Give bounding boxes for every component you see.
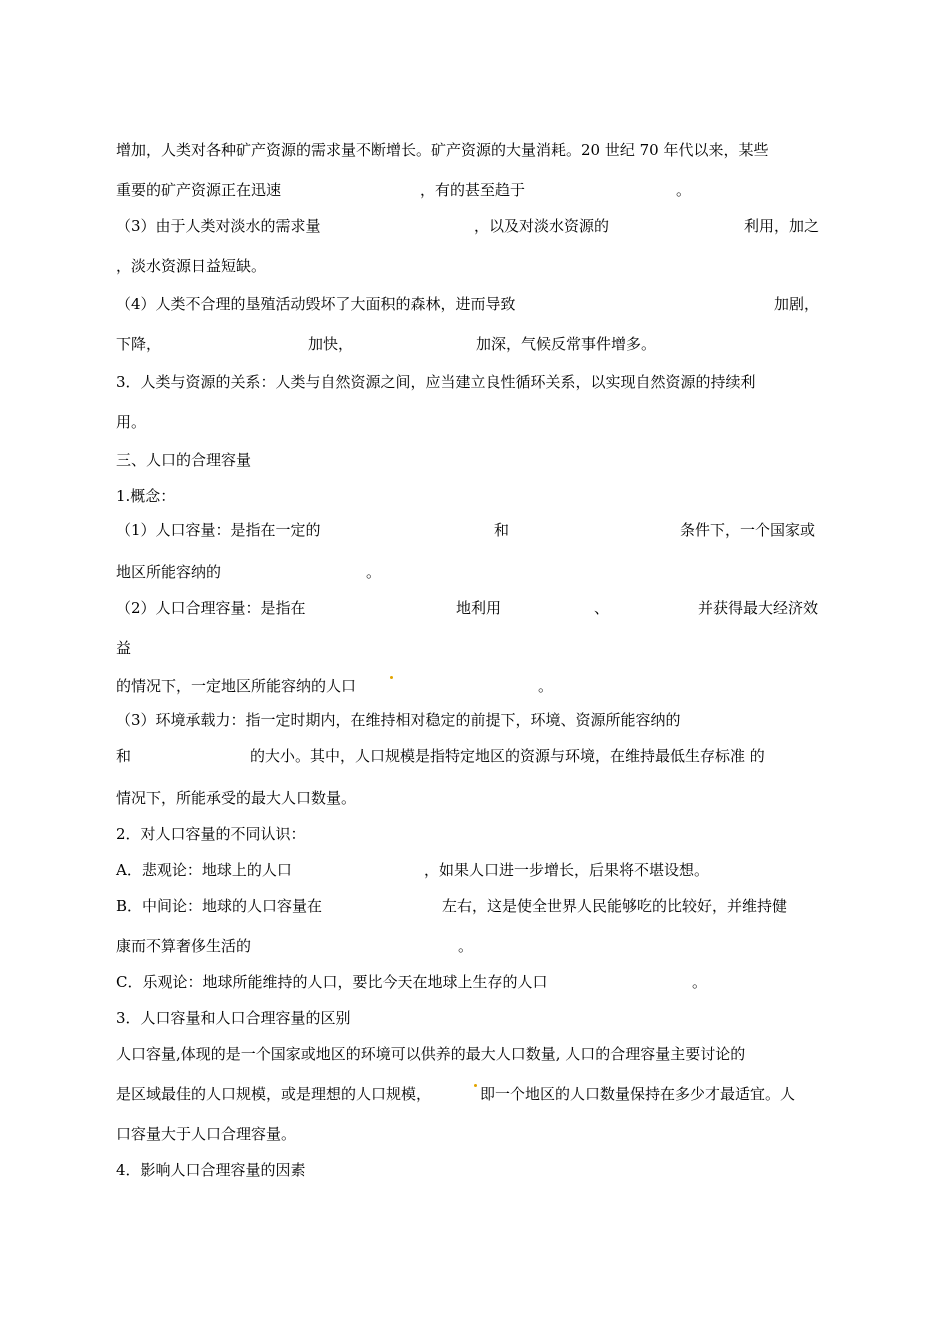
text-segment: 人口容量,体现的是一个国家或地区的环境可以供养的最大人口数量, 人口的合理容量主要讨论的 xyxy=(116,1045,746,1063)
text-segment: （3）由于人类对淡水的需求量 xyxy=(116,217,321,235)
text-segment: C．乐观论：地球所能维持的人口，要比今天在地球上生存的人口 xyxy=(116,973,548,991)
text-segment: ，如果人口进一步增长，后果将不堪设想。 xyxy=(424,861,710,879)
yellow-dot-mark xyxy=(390,676,393,679)
text-segment: 口容量大于人口合理容量。 xyxy=(116,1125,297,1143)
text-segment: 加剧， xyxy=(774,295,820,313)
yellow-dot-mark xyxy=(474,1084,477,1087)
text-segment: 用。 xyxy=(116,413,147,431)
text-segment: 。 xyxy=(692,973,708,991)
text-segment: 下降， xyxy=(116,335,162,353)
text-segment: （3）环境承载力：指一定时期内，在维持相对稳定的前提下，环境、资源所能容纳的 xyxy=(116,711,681,729)
text-segment: 3．人口容量和人口合理容量的区别 xyxy=(116,1009,351,1027)
text-segment: 加快， xyxy=(308,335,354,353)
text-segment: 、 xyxy=(594,599,610,617)
text-segment: 3．人类与资源的关系：人类与自然资源之间，应当建立良性循环关系，以实现自然资源的持续利 xyxy=(116,373,756,391)
text-segment: 康而不算奢侈生活的 xyxy=(116,937,252,955)
text-segment: 并获得最大经济效 xyxy=(698,599,819,617)
text-segment: 即一个地区的人口数量保持在多少才最适宜。人 xyxy=(480,1085,796,1103)
text-segment: 增加，人类对各种矿产资源的需求量不断增长。矿产资源的大量消耗。20 世纪 70 年代以来，某些 xyxy=(116,141,769,159)
text-segment: 地区所能容纳的 xyxy=(116,563,222,581)
text-segment: 4．影响人口合理容量的因素 xyxy=(116,1161,306,1179)
text-segment: 利用，加之 xyxy=(744,217,820,235)
text-segment: 是区域最佳的人口规模，或是理想的人口规模， xyxy=(116,1085,432,1103)
text-segment: （4）人类不合理的垦殖活动毁坏了大面积的森林，进而导致 xyxy=(116,295,516,313)
text-segment: 加深，气候反常事件增多。 xyxy=(476,335,657,353)
text-segment: （1）人口容量：是指在一定的 xyxy=(116,521,321,539)
text-segment: 益 xyxy=(116,639,132,657)
text-segment: 情况下，所能承受的最大人口数量。 xyxy=(116,789,357,807)
text-segment: 条件下，一个国家或 xyxy=(680,521,816,539)
text-segment: ，有的甚至趋于 xyxy=(420,181,526,199)
text-segment: A．悲观论：地球上的人口 xyxy=(116,861,292,879)
text-segment: 。 xyxy=(366,563,382,581)
text-segment: B．中间论：地球的人口容量在 xyxy=(116,897,323,915)
text-segment: 重要的矿产资源正在迅速 xyxy=(116,181,282,199)
text-segment: 左右，这是使全世界人民能够吃的比较好，并维持健 xyxy=(442,897,788,915)
text-segment: ，以及对淡水资源的 xyxy=(474,217,610,235)
text-segment: 地利用 xyxy=(456,599,502,617)
text-segment: 和 xyxy=(494,521,510,539)
text-segment: ，淡水资源日益短缺。 xyxy=(116,257,267,275)
text-segment: 三、人口的合理容量 xyxy=(116,451,252,469)
text-segment: 2．对人口容量的不同认识： xyxy=(116,825,306,843)
text-segment: 和 xyxy=(116,747,132,765)
text-segment: 的大小。其中，人口规模是指特定地区的资源与环境，在维持最低生存标准 的 xyxy=(250,747,765,765)
text-segment: 1.概念： xyxy=(116,487,176,505)
text-segment: 。 xyxy=(538,677,554,695)
text-segment: 的情况下，一定地区所能容纳的人口 xyxy=(116,677,357,695)
text-segment: 。 xyxy=(676,181,692,199)
text-segment: （2）人口合理容量：是指在 xyxy=(116,599,306,617)
text-segment: 。 xyxy=(458,937,474,955)
